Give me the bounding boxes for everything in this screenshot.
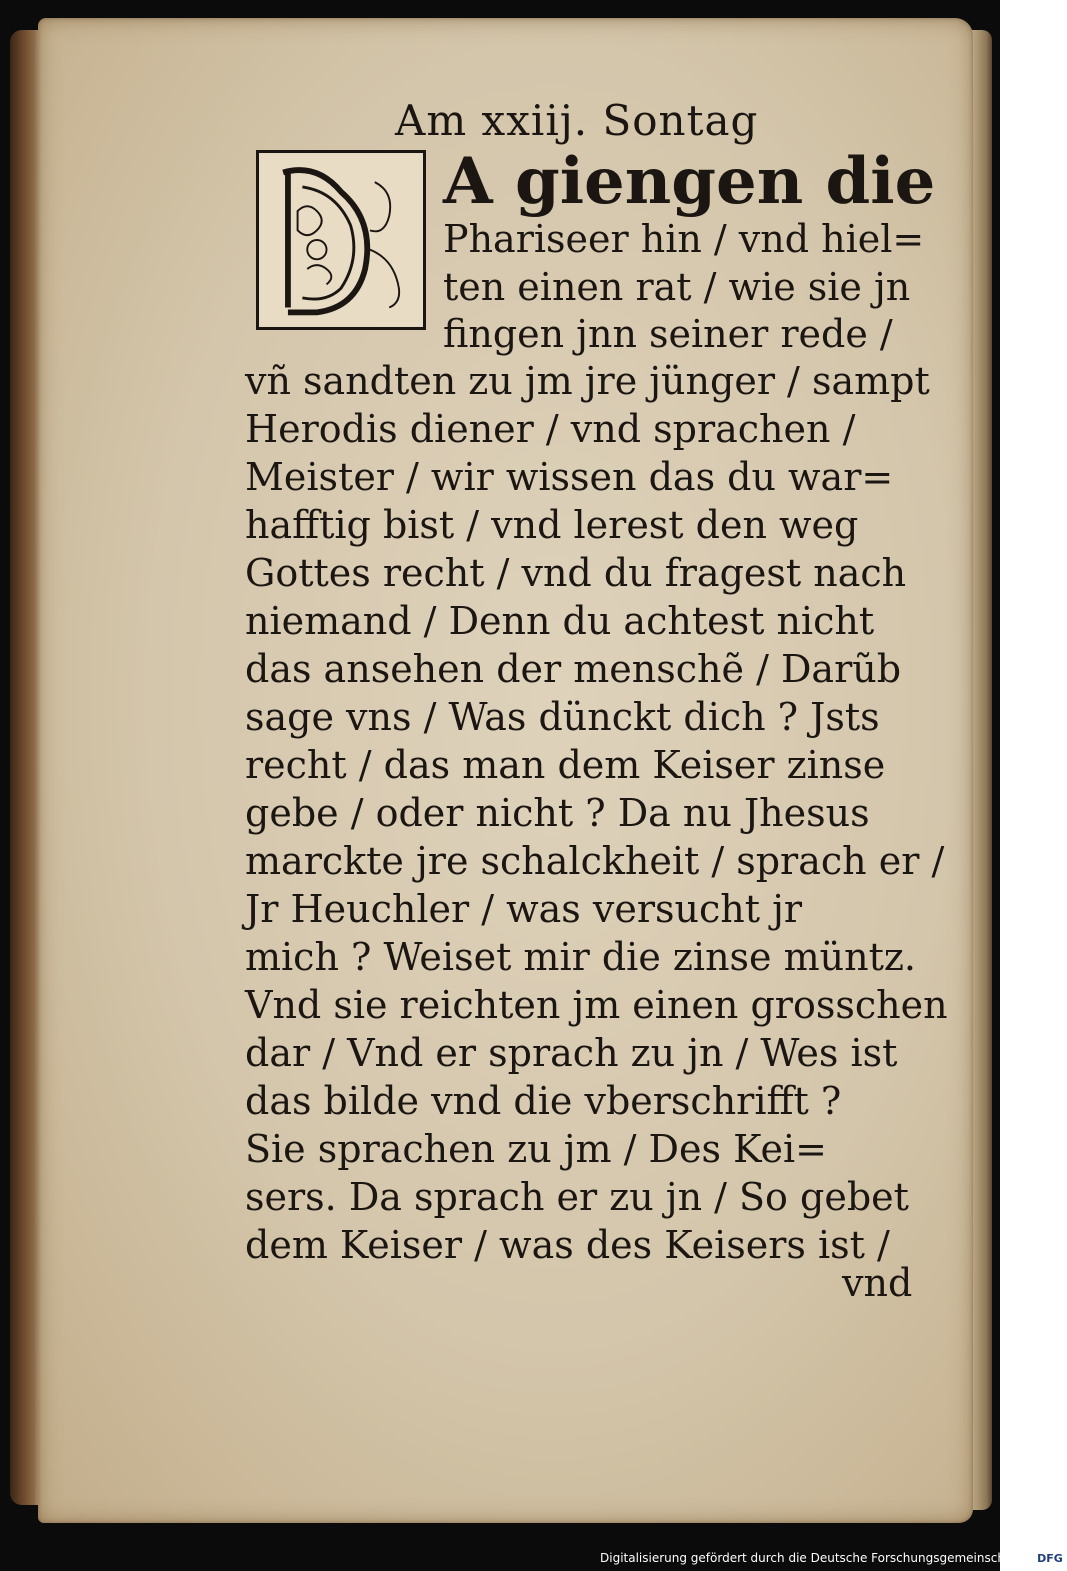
- catchword: vnd: [842, 1261, 913, 1305]
- text-line: vñ sandten zu jm jre jünger / sampt: [245, 359, 930, 403]
- decorated-initial-letter: [256, 150, 426, 330]
- text-line: Phariseer hin / vnd hiel=: [443, 217, 925, 261]
- text-line: das bilde vnd die vberschrifft ?: [245, 1079, 842, 1123]
- text-line: sers. Da sprach er zu jn / So gebet: [245, 1175, 909, 1219]
- text-line: dem Keiser / was des Keisers ist /: [245, 1223, 890, 1267]
- page-edge: [970, 30, 992, 1510]
- ornament-initial-icon: [259, 153, 423, 327]
- text-line: mich ? Weiset mir die zinse müntz.: [245, 935, 916, 979]
- text-line: sage vns / Was dünckt dich ? Jsts: [245, 695, 880, 739]
- digitization-credit: [600, 1546, 1067, 1570]
- text-line: gebe / oder nicht ? Da nu Jhesus: [245, 791, 870, 835]
- credit-text: Digitalisierung gefördert durch die Deutsche Forschungsgemeinschaft -: [600, 1551, 1030, 1565]
- text-line: ten einen rat / wie sie jn: [443, 265, 911, 309]
- text-line: recht / das man dem Keiser zinse: [245, 743, 886, 787]
- text-line: A giengen die: [443, 144, 936, 219]
- text-line: Vnd sie reichten jm einen grosschen: [245, 983, 948, 1027]
- text-line: das ansehen der menschẽ / Darũb: [245, 647, 902, 691]
- text-line: Herodis diener / vnd sprachen /: [245, 407, 856, 451]
- text-line: Jr Heuchler / was versucht jr: [245, 887, 803, 931]
- text-line: Meister / wir wissen das du war=: [245, 455, 894, 499]
- book-spine: [10, 30, 40, 1505]
- text-line: niemand / Denn du achtest nicht: [245, 599, 875, 643]
- text-line: Sie sprachen zu jm / Des Kei=: [245, 1127, 827, 1171]
- text-line: Gottes recht / vnd du fragest nach: [245, 551, 907, 595]
- text-line: marckte jre schalckheit / sprach er /: [245, 839, 945, 883]
- text-line: dar / Vnd er sprach zu jn / Wes ist: [245, 1031, 898, 1075]
- page-heading: Am xxiij. Sontag: [395, 96, 759, 145]
- text-line: hafftig bist / vnd lerest den weg: [245, 503, 859, 547]
- dfg-logo[interactable]: DFG: [1033, 1551, 1067, 1566]
- text-line: fingen jnn seiner rede /: [443, 312, 893, 356]
